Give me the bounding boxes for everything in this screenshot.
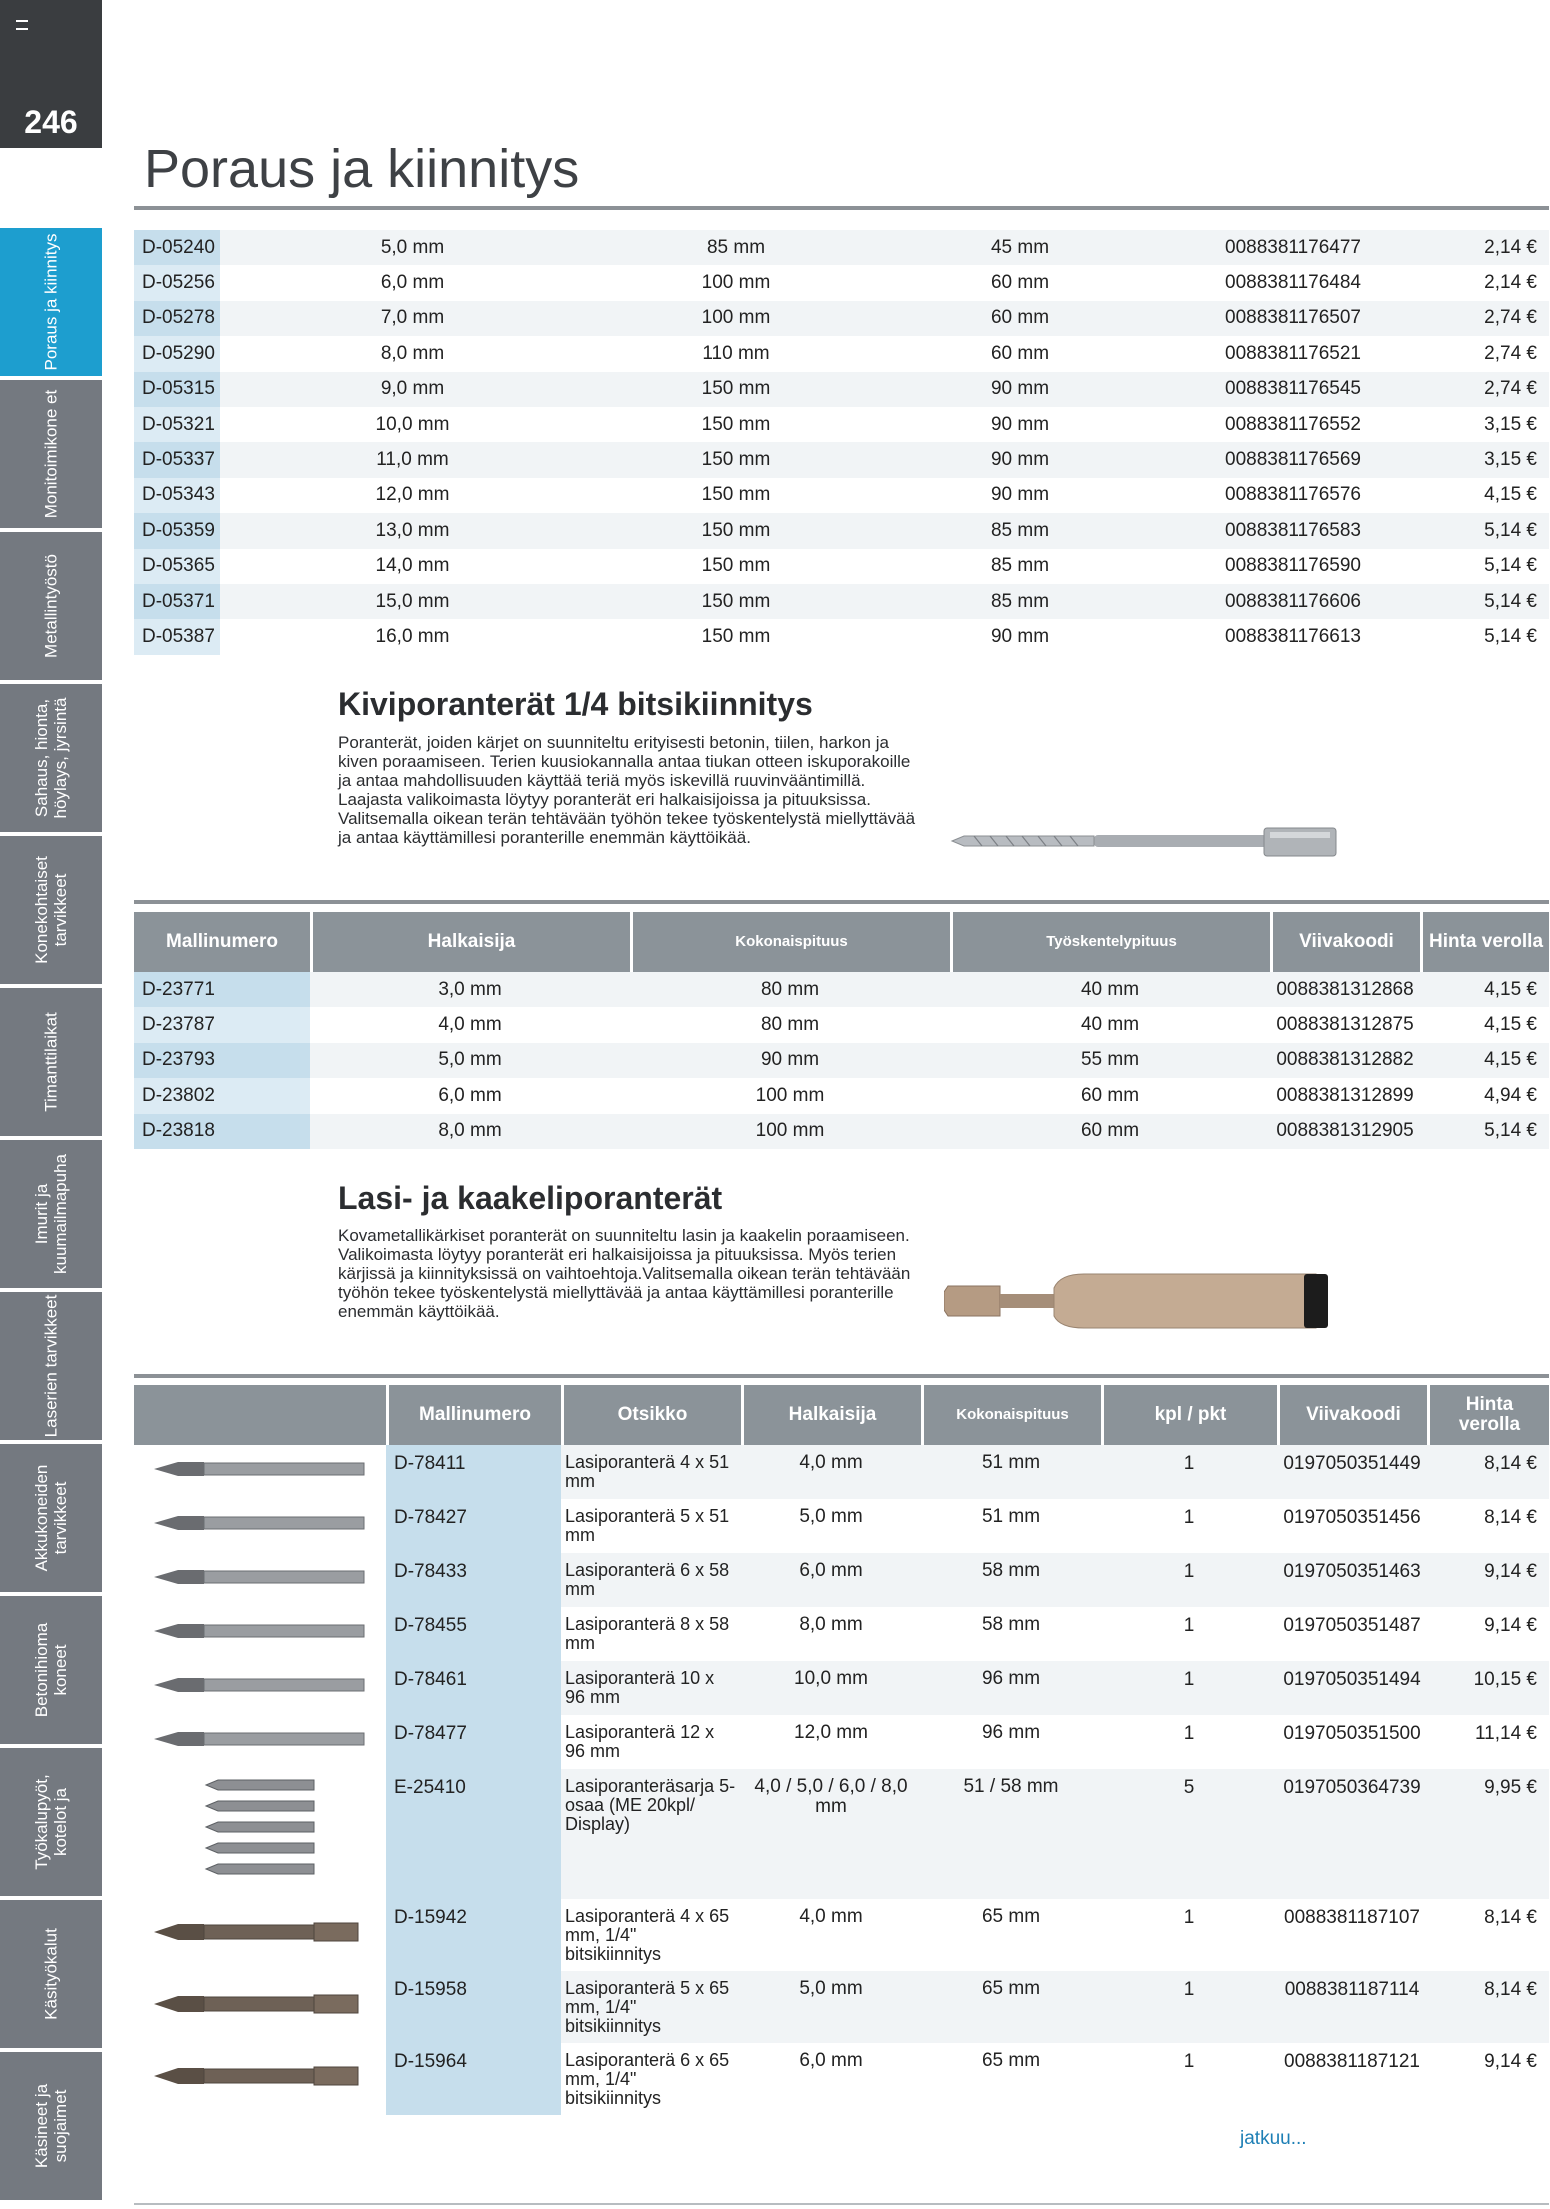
sidebar-tab-label: Työkalupyöt, kotelot ja xyxy=(32,1774,70,1870)
total-length-cell: 58 mm xyxy=(921,1607,1101,1661)
col-header-barcode: Viivakoodi xyxy=(1277,1385,1427,1445)
total-length-cell: 100 mm xyxy=(605,301,867,336)
sidebar-tab-label: Timanttilaikat xyxy=(41,1012,61,1112)
barcode-cell: 0088381176606 xyxy=(1173,584,1413,619)
model-cell: D-78461 xyxy=(386,1661,561,1715)
price-cell: 5,14 € xyxy=(1413,513,1549,548)
page-number: 246 xyxy=(24,104,78,140)
price-cell: 8,14 € xyxy=(1427,1971,1549,2043)
glass-drill-bit-thumbnail xyxy=(134,2051,374,2101)
total-length-cell: 90 mm xyxy=(630,1043,950,1078)
diameter-cell: 5,0 mm xyxy=(741,1971,921,2043)
diameter-cell: 8,0 mm xyxy=(310,1114,630,1149)
section-description-stone-bits: Poranterät, joiden kärjet on suunniteltu erityisesti betonin, tiilen, harkon ja kiven poraamiseen. Terien kuusiokannalla antaa tiukan otteen iskuporakoille ja antaa mahdollisuuden käyttää teriä myös iskevillä ruuvinvääntimillä. Laajasta valikoimasta löytyy poranterät eri halkaisijoissa ja pituuksissa. Valitsemalla oikean terän tehtävään työhön tekee työskentelystä miellyttävää ja antaa käyttämillesi poranterille enemmän käyttöikää. xyxy=(338,733,916,847)
total-length-cell: 100 mm xyxy=(755,1084,825,1106)
sidebar-tab-kasityokalut[interactable] xyxy=(0,1900,102,2048)
glass-drill-bit-thumbnail xyxy=(134,1611,374,1651)
pcs-cell: 1 xyxy=(1101,1715,1277,1769)
barcode-cell: 0197050351456 xyxy=(1277,1499,1427,1553)
glass-drill-bit-thumbnail xyxy=(134,1557,374,1597)
working-length-cell: 90 mm xyxy=(867,372,1173,407)
total-length-cell: 65 mm xyxy=(921,1971,1101,2043)
barcode-cell: 0088381312868 xyxy=(1270,972,1420,1007)
total-length-cell: 96 mm xyxy=(921,1715,1101,1769)
glass-drill-bit-image xyxy=(944,1270,1334,1334)
table-row xyxy=(134,1445,1549,1499)
product-image-cell xyxy=(134,1445,386,1499)
working-length-cell: 85 mm xyxy=(990,555,1050,577)
barcode-cell: 0197050351449 xyxy=(1277,1445,1427,1499)
table-row xyxy=(134,372,1549,407)
col-header-diameter: Halkaisija xyxy=(310,912,630,972)
title-cell: Lasiporanterä 5 x 51 mm xyxy=(561,1499,741,1553)
barcode-cell: 0088381187107 xyxy=(1277,1899,1427,1971)
table-row xyxy=(134,1114,1549,1149)
total-length-cell: 96 mm xyxy=(921,1661,1101,1715)
sidebar-tab-label: Monitoimikone et xyxy=(41,389,61,519)
table-row xyxy=(134,1899,1549,1971)
working-length-cell: 60 mm xyxy=(1080,1084,1140,1106)
pcs-cell: 1 xyxy=(1101,1445,1277,1499)
table-row xyxy=(134,1499,1549,1553)
total-length-cell: 150 mm xyxy=(701,555,771,577)
diameter-cell: 4,0 mm xyxy=(741,1899,921,1971)
diameter-cell: 6,0 mm xyxy=(438,1084,502,1106)
sidebar-tab-akkukoneiden[interactable] xyxy=(0,1444,102,1592)
price-cell: 9,14 € xyxy=(1427,1607,1549,1661)
glass-bits-table xyxy=(134,1385,1549,2115)
price-cell: 3,15 € xyxy=(1413,442,1549,477)
total-length-cell: 150 mm xyxy=(605,584,867,619)
table-row xyxy=(134,1769,1549,1899)
col-header-model: Mallinumero xyxy=(386,1385,561,1445)
barcode-cell: 0088381312899 xyxy=(1276,1084,1414,1106)
model-cell: D-05337 xyxy=(134,442,220,477)
barcode-cell: 0088381176583 xyxy=(1173,513,1413,548)
table-row xyxy=(134,1007,1549,1042)
barcode-cell: 0088381176590 xyxy=(1225,555,1361,577)
total-length-cell: 150 mm xyxy=(701,413,771,435)
barcode-cell: 0197050351494 xyxy=(1277,1661,1427,1715)
model-cell: D-23818 xyxy=(134,1114,310,1149)
table-row xyxy=(134,513,1549,548)
glass-drill-bit-thumbnail xyxy=(134,1719,374,1759)
product-image-cell xyxy=(134,1769,386,1899)
diameter-cell: 5,0 mm xyxy=(220,230,605,265)
barcode-cell: 0088381176552 xyxy=(1225,413,1361,435)
col-header-barcode: Viivakoodi xyxy=(1270,912,1420,972)
diameter-cell: 5,0 mm xyxy=(741,1499,921,1553)
model-cell: D-05315 xyxy=(134,372,220,407)
price-cell: 4,15 € xyxy=(1484,1014,1537,1036)
barcode-cell: 0197050351500 xyxy=(1277,1715,1427,1769)
table-row xyxy=(134,1553,1549,1607)
working-length-cell: 90 mm xyxy=(867,442,1173,477)
barcode-cell: 0088381312882 xyxy=(1270,1043,1420,1078)
title-cell: Lasiporanterä 12 x 96 mm xyxy=(561,1715,741,1769)
total-length-cell: 58 mm xyxy=(921,1553,1101,1607)
table-row xyxy=(134,1078,1549,1113)
barcode-cell: 0088381176569 xyxy=(1173,442,1413,477)
price-cell: 5,14 € xyxy=(1484,625,1537,647)
table-row xyxy=(134,972,1549,1007)
col-header-price: Hinta verolla xyxy=(1420,912,1549,972)
sidebar-tab-metallintyosto[interactable] xyxy=(0,532,102,680)
pcs-cell: 1 xyxy=(1101,2043,1277,2115)
stone-bits-table xyxy=(134,912,1549,1149)
table-row xyxy=(134,336,1549,371)
sidebar-tab-label: Laserien tarvikkeet xyxy=(41,1294,61,1438)
diameter-cell: 12,0 mm xyxy=(375,484,450,506)
table-row xyxy=(134,265,1549,300)
working-length-cell: 60 mm xyxy=(950,1114,1270,1149)
price-cell: 8,14 € xyxy=(1427,1899,1549,1971)
sidebar-tab-label: Imurit ja kuumailmapuha xyxy=(32,1154,70,1275)
col-header-image xyxy=(134,1385,386,1445)
barcode-cell: 0088381176613 xyxy=(1225,625,1361,647)
working-length-cell: 85 mm xyxy=(867,584,1173,619)
section-title-stone-bits: Kiviporanterät 1/4 bitsikiinnitys xyxy=(338,686,813,722)
barcode-cell: 0197050351463 xyxy=(1277,1553,1427,1607)
table-row xyxy=(134,1607,1549,1661)
sidebar-tab-label: Betonihioma koneet xyxy=(32,1622,70,1718)
diameter-cell: 7,0 mm xyxy=(220,301,605,336)
price-cell: 8,14 € xyxy=(1427,1499,1549,1553)
model-cell: D-78427 xyxy=(386,1499,561,1553)
diameter-cell: 6,0 mm xyxy=(741,1553,921,1607)
model-cell: D-78411 xyxy=(386,1445,561,1499)
working-length-cell: 90 mm xyxy=(990,413,1050,435)
barcode-cell: 0088381312905 xyxy=(1270,1114,1420,1149)
sidebar-tab-monitoimikoneet[interactable] xyxy=(0,380,102,528)
product-image-cell xyxy=(134,1499,386,1553)
sidebar-tab-betonihioma[interactable] xyxy=(0,1596,102,1744)
pcs-cell: 5 xyxy=(1101,1769,1277,1899)
price-cell: 4,15 € xyxy=(1420,1043,1549,1078)
table-row xyxy=(134,442,1549,477)
price-cell: 9,95 € xyxy=(1427,1769,1549,1899)
total-length-cell: 110 mm xyxy=(702,342,770,364)
glass-drill-bit-thumbnail xyxy=(134,1449,374,1489)
price-cell: 2,74 € xyxy=(1484,342,1537,364)
total-length-cell: 150 mm xyxy=(605,372,867,407)
table-row xyxy=(134,301,1549,336)
product-image-cell xyxy=(134,1553,386,1607)
sidebar-tab-laserien[interactable] xyxy=(0,1292,102,1440)
model-cell: D-05387 xyxy=(134,619,220,654)
total-length-cell: 100 mm xyxy=(701,272,771,294)
sidebar-tab-label: Poraus ja kiinnitys xyxy=(41,233,61,371)
stone-drill-bit-image xyxy=(944,818,1342,868)
diameter-cell: 8,0 mm xyxy=(380,342,445,364)
sidebar-tab-label: Käsineet ja suojaimet xyxy=(32,2083,70,2169)
model-cell: D-15958 xyxy=(386,1971,561,2043)
working-length-cell: 85 mm xyxy=(867,513,1173,548)
working-length-cell: 60 mm xyxy=(990,272,1050,294)
sidebar-tab-poraus[interactable] xyxy=(0,228,102,376)
col-header-title: Otsikko xyxy=(561,1385,741,1445)
price-cell: 11,14 € xyxy=(1427,1715,1549,1769)
table-row xyxy=(134,478,1549,513)
glass-drill-bit-thumbnail xyxy=(134,1771,374,1891)
barcode-cell: 0088381176545 xyxy=(1173,372,1413,407)
price-cell: 4,94 € xyxy=(1484,1084,1537,1106)
glass-drill-bit-thumbnail xyxy=(134,1503,374,1543)
price-cell: 5,14 € xyxy=(1413,584,1549,619)
col-header-pcs-per-pack: kpl / pkt xyxy=(1101,1385,1277,1445)
table-row xyxy=(134,230,1549,265)
model-cell: D-15942 xyxy=(386,1899,561,1971)
model-cell: D-23802 xyxy=(134,1078,310,1113)
total-length-cell: 51 mm xyxy=(921,1445,1101,1499)
sidebar-tab-label: Käsityökalut xyxy=(41,1928,61,2020)
model-cell: D-78455 xyxy=(386,1607,561,1661)
price-cell: 2,74 € xyxy=(1413,301,1549,336)
diameter-cell: 15,0 mm xyxy=(220,584,605,619)
barcode-cell: 0088381187121 xyxy=(1277,2043,1427,2115)
page-number-block xyxy=(0,0,102,148)
table-row xyxy=(134,549,1549,584)
total-length-cell: 51 / 58 mm xyxy=(921,1769,1101,1899)
section3-divider xyxy=(134,1374,1549,1378)
pcs-cell: 1 xyxy=(1101,1607,1277,1661)
menu-icon xyxy=(16,20,28,30)
section-title-glass-bits: Lasi- ja kaakeliporanterät xyxy=(338,1180,723,1216)
model-cell: D-78477 xyxy=(386,1715,561,1769)
model-cell: D-05359 xyxy=(134,513,220,548)
total-length-cell: 150 mm xyxy=(701,625,771,647)
sidebar-tab-timanttilaikat[interactable] xyxy=(0,988,102,1136)
working-length-cell: 90 mm xyxy=(990,484,1050,506)
model-cell: D-23793 xyxy=(134,1043,310,1078)
table-row xyxy=(134,619,1549,654)
section2-divider xyxy=(134,900,1549,904)
model-cell: D-05365 xyxy=(134,549,220,584)
title-cell: Lasiporanterä 4 x 51 mm xyxy=(561,1445,741,1499)
table-row xyxy=(134,584,1549,619)
working-length-cell: 40 mm xyxy=(950,972,1270,1007)
price-cell: 2,14 € xyxy=(1413,230,1549,265)
product-image-cell xyxy=(134,2043,386,2115)
total-length-cell: 80 mm xyxy=(760,1014,820,1036)
total-length-cell: 65 mm xyxy=(921,1899,1101,1971)
glass-drill-bit-thumbnail xyxy=(134,1907,374,1957)
total-length-cell: 51 mm xyxy=(921,1499,1101,1553)
barcode-cell: 0088381187114 xyxy=(1277,1971,1427,2043)
diameter-cell: 4,0 mm xyxy=(438,1014,502,1036)
working-length-cell: 55 mm xyxy=(950,1043,1270,1078)
pcs-cell: 1 xyxy=(1101,1499,1277,1553)
barcode-cell: 0088381176576 xyxy=(1225,484,1361,506)
price-cell: 9,14 € xyxy=(1427,2043,1549,2115)
pcs-cell: 1 xyxy=(1101,1899,1277,1971)
table-row xyxy=(134,2043,1549,2115)
title-divider xyxy=(134,206,1549,210)
model-cell: D-05256 xyxy=(134,265,220,300)
price-cell: 10,15 € xyxy=(1427,1661,1549,1715)
bottom-divider xyxy=(134,2203,1549,2205)
working-length-cell: 40 mm xyxy=(1080,1014,1140,1036)
model-cell: D-05290 xyxy=(134,336,220,371)
total-length-cell: 150 mm xyxy=(605,513,867,548)
working-length-cell: 60 mm xyxy=(990,342,1050,364)
diameter-cell: 5,0 mm xyxy=(310,1043,630,1078)
sidebar xyxy=(0,0,102,2209)
diameter-cell: 6,0 mm xyxy=(380,272,445,294)
price-cell: 4,15 € xyxy=(1484,484,1537,506)
model-cell: D-23787 xyxy=(134,1007,310,1042)
title-cell: Lasiporanterä 6 x 58 mm xyxy=(561,1553,741,1607)
col-header-price: Hinta verolla xyxy=(1427,1385,1549,1445)
title-cell: Lasiporanteräsarja 5-osaa (ME 20kpl/ Display) xyxy=(561,1769,741,1899)
col-header-model: Mallinumero xyxy=(134,912,310,972)
price-cell: 9,14 € xyxy=(1427,1553,1549,1607)
model-cell: D-05321 xyxy=(134,407,220,442)
barcode-cell: 0088381176484 xyxy=(1225,272,1361,294)
diameter-cell: 10,0 mm xyxy=(741,1661,921,1715)
total-length-cell: 85 mm xyxy=(605,230,867,265)
diameter-cell: 4,0 / 5,0 / 6,0 / 8,0 mm xyxy=(741,1769,921,1899)
total-length-cell: 65 mm xyxy=(921,2043,1101,2115)
sidebar-tab-label: Metallintyöstö xyxy=(41,554,61,658)
pcs-cell: 1 xyxy=(1101,1553,1277,1607)
diameter-cell: 11,0 mm xyxy=(220,442,605,477)
section-description-glass-bits: Kovametallikärkiset poranterät on suunniteltu lasin ja kaakelin poraamiseen. Valikoimasta löytyy poranterät eri halkaisijoissa ja pituuksissa. Myös terien kärjissä ja kiinnityksissä on vaihtoehtoja.Valitsemalla oikean terän tehtävään työhön tekee työskentelystä miellyttävää ja antaa käyttämillesi poranterille enemmän käyttöikää. xyxy=(338,1226,911,1321)
sidebar-tab-konekohtaiset[interactable] xyxy=(0,836,102,984)
barcode-cell: 0088381312875 xyxy=(1276,1014,1414,1036)
barcode-cell: 0088381176521 xyxy=(1225,342,1361,364)
glass-drill-bit-thumbnail xyxy=(134,1979,374,2029)
table-row xyxy=(134,1661,1549,1715)
product-image-cell xyxy=(134,1715,386,1769)
diameter-cell: 8,0 mm xyxy=(741,1607,921,1661)
diameter-cell: 3,0 mm xyxy=(310,972,630,1007)
diameter-cell: 10,0 mm xyxy=(375,413,450,435)
price-cell: 4,15 € xyxy=(1420,972,1549,1007)
sidebar-tab-tyokalupyot[interactable] xyxy=(0,1748,102,1896)
barcode-cell: 0088381176477 xyxy=(1173,230,1413,265)
model-cell: D-15964 xyxy=(386,2043,561,2115)
product-image-cell xyxy=(134,1971,386,2043)
drill-bit-table-1 xyxy=(134,230,1549,655)
glass-drill-bit-thumbnail xyxy=(134,1665,374,1705)
diameter-cell: 4,0 mm xyxy=(741,1445,921,1499)
diameter-cell: 12,0 mm xyxy=(741,1715,921,1769)
diameter-cell: 14,0 mm xyxy=(375,555,450,577)
model-cell: D-23771 xyxy=(134,972,310,1007)
model-cell: D-05278 xyxy=(134,301,220,336)
sidebar-tab-kasineet[interactable] xyxy=(0,2052,102,2200)
table-row xyxy=(134,407,1549,442)
diameter-cell: 13,0 mm xyxy=(220,513,605,548)
col-header-total-length: Kokonaispituus xyxy=(630,912,950,972)
diameter-cell: 6,0 mm xyxy=(741,2043,921,2115)
model-cell: D-05371 xyxy=(134,584,220,619)
price-cell: 2,14 € xyxy=(1484,272,1537,294)
pcs-cell: 1 xyxy=(1101,1661,1277,1715)
price-cell: 2,74 € xyxy=(1413,372,1549,407)
total-length-cell: 150 mm xyxy=(701,484,771,506)
table-row xyxy=(134,1715,1549,1769)
price-cell: 8,14 € xyxy=(1427,1445,1549,1499)
total-length-cell: 80 mm xyxy=(630,972,950,1007)
price-cell: 5,14 € xyxy=(1484,555,1537,577)
title-cell: Lasiporanterä 6 x 65 mm, 1/4" bitsikiinnitys xyxy=(561,2043,741,2115)
title-cell: Lasiporanterä 4 x 65 mm, 1/4" bitsikiinnitys xyxy=(561,1899,741,1971)
sidebar-tab-imurit[interactable] xyxy=(0,1140,102,1288)
diameter-cell: 9,0 mm xyxy=(220,372,605,407)
table-row xyxy=(134,1971,1549,2043)
model-cell: D-05343 xyxy=(134,478,220,513)
product-image-cell xyxy=(134,1607,386,1661)
model-cell: D-78433 xyxy=(386,1553,561,1607)
pcs-cell: 1 xyxy=(1101,1971,1277,2043)
barcode-cell: 0088381176507 xyxy=(1173,301,1413,336)
title-cell: Lasiporanterä 10 x 96 mm xyxy=(561,1661,741,1715)
total-length-cell: 100 mm xyxy=(630,1114,950,1149)
sidebar-tab-label: Sahaus, hionta, höylays, jyrsintä xyxy=(32,697,70,819)
barcode-cell: 0197050364739 xyxy=(1277,1769,1427,1899)
col-header-diameter: Halkaisija xyxy=(741,1385,921,1445)
product-image-cell xyxy=(134,1661,386,1715)
barcode-cell: 0197050351487 xyxy=(1277,1607,1427,1661)
sidebar-tab-label: Akkukoneiden tarvikkeet xyxy=(32,1464,70,1572)
model-cell: E-25410 xyxy=(386,1769,561,1899)
working-length-cell: 60 mm xyxy=(867,301,1173,336)
continued-link[interactable]: jatkuu... xyxy=(1240,2128,1307,2149)
table-row xyxy=(134,1043,1549,1078)
working-length-cell: 90 mm xyxy=(990,625,1050,647)
page-title: Poraus ja kiinnitys xyxy=(144,139,580,199)
sidebar-tab-label: Konekohtaiset tarvikkeet xyxy=(32,856,70,964)
title-cell: Lasiporanterä 8 x 58 mm xyxy=(561,1607,741,1661)
diameter-cell: 16,0 mm xyxy=(375,625,450,647)
col-header-working-length: Työskentelypituus xyxy=(950,912,1270,972)
price-cell: 5,14 € xyxy=(1420,1114,1549,1149)
product-image-cell xyxy=(134,1899,386,1971)
title-cell: Lasiporanterä 5 x 65 mm, 1/4" bitsikiinnitys xyxy=(561,1971,741,2043)
col-header-total-length: Kokonaispituus xyxy=(921,1385,1101,1445)
sidebar-tab-sahaus[interactable] xyxy=(0,684,102,832)
working-length-cell: 45 mm xyxy=(867,230,1173,265)
price-cell: 3,15 € xyxy=(1484,413,1537,435)
model-cell: D-05240 xyxy=(134,230,220,265)
total-length-cell: 150 mm xyxy=(605,442,867,477)
